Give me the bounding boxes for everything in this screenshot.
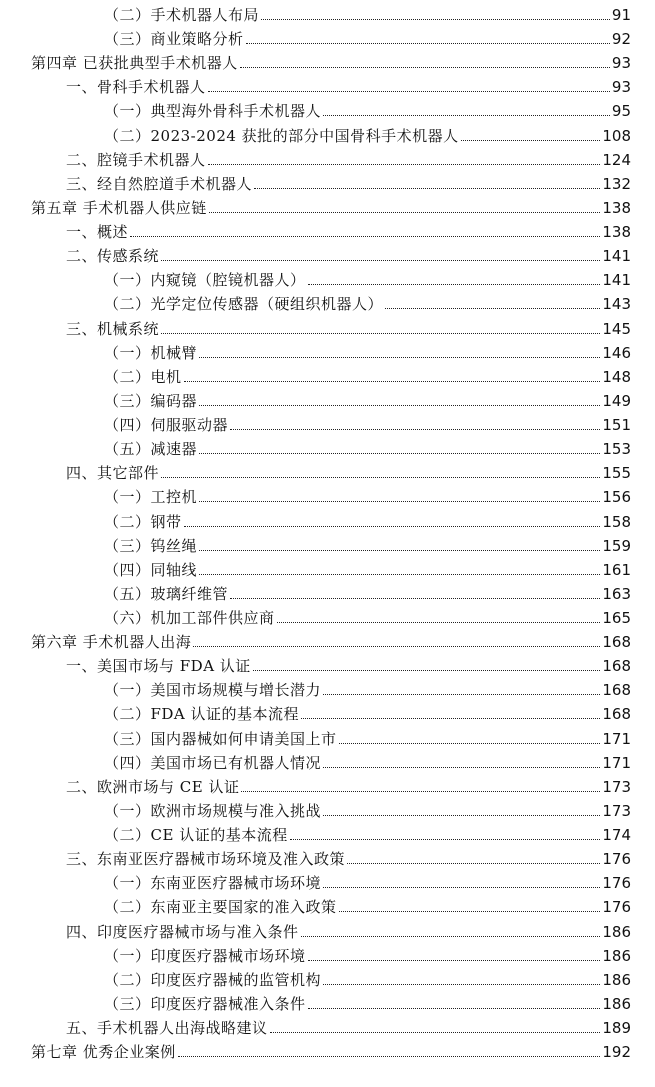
toc-page-number: 168: [602, 705, 631, 724]
toc-dot-leader: [254, 188, 600, 189]
toc-entry-title: （二）电机: [104, 367, 182, 386]
toc-page-number: 158: [602, 512, 631, 531]
toc-subsection-entry[interactable]: [104, 484, 631, 508]
toc-dot-leader: [209, 212, 601, 213]
toc-entry-title: （一）东南亚医疗器械市场环境: [104, 874, 322, 893]
toc-subsection-entry[interactable]: [104, 943, 631, 967]
toc-page-number: 156: [602, 488, 631, 507]
toc-page-number: 91: [611, 6, 631, 24]
toc-dot-leader: [199, 357, 600, 358]
toc-entry-title: 五、手术机器人出海战略建议: [66, 1019, 268, 1038]
toc-dot-leader: [199, 550, 600, 551]
toc-page-number: 124: [602, 150, 631, 169]
toc-dot-leader: [241, 791, 600, 792]
toc-dot-leader: [261, 19, 610, 20]
toc-dot-leader: [308, 1008, 601, 1009]
toc-entry-title: 第四章 已获批典型手术机器人: [31, 54, 238, 73]
toc-entry-title: （二）FDA 认证的基本流程: [104, 705, 300, 724]
toc-entry-title: 三、经自然腔道手术机器人: [66, 174, 253, 193]
toc-subsection-entry[interactable]: [104, 822, 631, 846]
toc-page-number: 132: [602, 174, 631, 193]
toc-dot-leader: [385, 308, 600, 309]
toc-dot-leader: [301, 936, 601, 937]
toc-page-number: 141: [602, 247, 631, 266]
toc-dot-leader: [161, 260, 600, 261]
toc-subsection-entry[interactable]: [104, 870, 631, 894]
toc-subsection-entry[interactable]: [104, 364, 631, 388]
toc-dot-leader: [301, 718, 600, 719]
toc-page-number: 186: [602, 946, 631, 965]
toc-subsection-entry[interactable]: [104, 291, 631, 315]
toc-dot-leader: [161, 477, 600, 478]
toc-subsection-entry[interactable]: [104, 605, 631, 629]
toc-entry-title: （五）减速器: [104, 440, 198, 459]
toc-page-number: 171: [602, 729, 631, 748]
toc-entry-title: （四）伺服驱动器: [104, 416, 229, 435]
toc-entry-title: 二、欧洲市场与 CE 认证: [66, 777, 240, 796]
toc-page-number: 159: [602, 536, 631, 555]
toc-page-number: 163: [602, 584, 631, 603]
toc-dot-leader: [130, 236, 600, 237]
toc-entry-title: （一）机械臂: [104, 343, 198, 362]
toc-entry-title: 第五章 手术机器人供应链: [31, 198, 207, 217]
toc-chapter-entry[interactable]: [31, 195, 631, 219]
toc-section-entry[interactable]: [66, 846, 631, 870]
toc-page-number: 171: [602, 753, 631, 772]
toc-page-number: 108: [602, 126, 631, 145]
toc-page-number: 168: [602, 681, 631, 700]
toc-subsection-entry[interactable]: [104, 798, 631, 822]
toc-entry-title: （一）印度医疗器械市场环境: [104, 946, 306, 965]
toc-entry-title: （三）印度医疗器械准入条件: [104, 994, 306, 1013]
toc-entry-title: （一）工控机: [104, 488, 198, 507]
toc-entry-title: 第七章 优秀企业案例: [31, 1043, 176, 1062]
toc-page-number: 138: [602, 223, 631, 242]
toc-subsection-entry[interactable]: [104, 991, 631, 1015]
toc-dot-leader: [308, 960, 601, 961]
toc-entry-title: 一、概述: [66, 223, 129, 242]
toc-entry-title: （三）编码器: [104, 391, 198, 410]
toc-page-number: 149: [602, 391, 631, 410]
toc-subsection-entry[interactable]: [104, 436, 631, 460]
toc-section-entry[interactable]: [66, 919, 631, 943]
toc-dot-leader: [323, 887, 600, 888]
toc-entry-title: （四）美国市场已有机器人情况: [104, 753, 322, 772]
toc-entry-title: （二）手术机器人布局: [104, 6, 260, 24]
toc-subsection-entry[interactable]: [104, 701, 631, 725]
toc-section-entry[interactable]: [66, 1015, 631, 1039]
toc-page-number: 92: [611, 30, 631, 49]
toc-page-number: 146: [602, 343, 631, 362]
toc-page-number: 176: [602, 850, 631, 869]
toc-subsection-entry[interactable]: [104, 726, 631, 750]
toc-entry-title: 二、传感系统: [66, 247, 160, 266]
toc-entry-title: 三、机械系统: [66, 319, 160, 338]
toc-chapter-entry[interactable]: [31, 50, 631, 74]
toc-entry-title: （一）内窥镜（腔镜机器人）: [104, 271, 306, 290]
toc-page-number: 161: [602, 560, 631, 579]
toc-entry-title: （三）商业策略分析: [104, 30, 244, 49]
toc-page-number: 174: [602, 826, 631, 845]
toc-entry-title: 第六章 手术机器人出海: [31, 633, 192, 652]
toc-page-number: 165: [602, 609, 631, 627]
toc-dot-leader: [184, 381, 601, 382]
toc-dot-leader: [208, 164, 601, 165]
toc-entry-title: 四、其它部件: [66, 464, 160, 483]
toc-entry-title: （二）光学定位传感器（硬组织机器人）: [104, 295, 384, 314]
toc-dot-leader: [339, 743, 601, 744]
toc-dot-leader: [230, 598, 600, 599]
toc-dot-leader: [178, 1056, 601, 1057]
toc-subsection-entry[interactable]: [104, 509, 631, 533]
toc-section-entry[interactable]: [66, 316, 631, 340]
toc-dot-leader: [184, 526, 601, 527]
toc-dot-leader: [240, 67, 610, 68]
toc-subsection-entry[interactable]: [104, 412, 631, 436]
toc-page-number: 189: [602, 1019, 631, 1038]
toc-subsection-entry[interactable]: [104, 2, 631, 26]
toc-entry-title: （二）钢带: [104, 512, 182, 531]
toc-page-number: 151: [602, 416, 631, 435]
toc-entry-title: （五）玻璃纤维管: [104, 584, 229, 603]
toc-dot-leader: [323, 815, 600, 816]
toc-section-entry[interactable]: [66, 74, 631, 98]
toc-page-number: 176: [602, 898, 631, 917]
toc-page-number: 186: [602, 922, 631, 941]
toc-entry-title: 一、美国市场与 FDA 认证: [66, 657, 251, 676]
toc-entry-title: （二）CE 认证的基本流程: [104, 826, 288, 845]
toc-dot-leader: [323, 694, 600, 695]
toc-dot-leader: [270, 1032, 601, 1033]
toc-page-number: 186: [602, 970, 631, 989]
toc-page-number: 143: [602, 295, 631, 314]
toc-section-entry[interactable]: [66, 147, 631, 171]
toc-section-entry[interactable]: [66, 219, 631, 243]
toc-page-number: 173: [602, 801, 631, 820]
toc-dot-leader: [308, 284, 601, 285]
toc-page-number: 148: [602, 367, 631, 386]
toc-subsection-entry[interactable]: [104, 123, 631, 147]
toc-section-entry[interactable]: [66, 653, 631, 677]
toc-page-number: 93: [611, 54, 631, 73]
toc-subsection-entry[interactable]: [104, 388, 631, 412]
toc-page-number: 93: [611, 78, 631, 97]
toc-subsection-entry[interactable]: [104, 267, 631, 291]
toc-dot-leader: [208, 91, 610, 92]
toc-dot-leader: [253, 670, 601, 671]
toc-dot-leader: [246, 43, 610, 44]
toc-page-number: 141: [602, 271, 631, 290]
toc-page-number: 168: [602, 657, 631, 676]
toc-dot-leader: [339, 911, 601, 912]
toc-subsection-entry[interactable]: [104, 340, 631, 364]
toc-dot-leader: [461, 140, 601, 141]
toc-page-number: 138: [602, 198, 631, 217]
toc-entry-title: （三）钨丝绳: [104, 536, 198, 555]
toc-subsection-entry[interactable]: [104, 894, 631, 918]
toc-subsection-entry[interactable]: [104, 26, 631, 50]
toc-dot-leader: [199, 501, 600, 502]
toc-dot-leader: [199, 574, 600, 575]
toc-page-number: 153: [602, 440, 631, 459]
toc-chapter-entry[interactable]: [31, 1039, 631, 1063]
toc-entry-title: （一）典型海外骨科手术机器人: [104, 102, 322, 121]
toc-subsection-entry[interactable]: [104, 967, 631, 991]
toc-page-number: 95: [611, 102, 631, 121]
toc-section-entry[interactable]: [66, 774, 631, 798]
toc-subsection-entry[interactable]: [104, 677, 631, 701]
toc-section-entry[interactable]: [66, 243, 631, 267]
toc-entry-title: 一、骨科手术机器人: [66, 78, 206, 97]
toc-dot-leader: [290, 839, 601, 840]
toc-entry-title: 三、东南亚医疗器械市场环境及准入政策: [66, 850, 346, 869]
toc-dot-leader: [161, 333, 600, 334]
toc-subsection-entry[interactable]: [104, 750, 631, 774]
toc-entry-title: （一）美国市场规模与增长潜力: [104, 681, 322, 700]
toc-chapter-entry[interactable]: [31, 629, 631, 653]
toc-entry-title: 四、印度医疗器械市场与准入条件: [66, 922, 299, 941]
toc-section-entry[interactable]: [66, 171, 631, 195]
toc-page-number: 145: [602, 319, 631, 338]
toc-page-number: 155: [602, 464, 631, 483]
toc-entry-title: 二、腔镜手术机器人: [66, 150, 206, 169]
toc-dot-leader: [199, 453, 600, 454]
toc-page-number: 176: [602, 874, 631, 893]
toc-entry-title: （二）东南亚主要国家的准入政策: [104, 898, 337, 917]
toc-dot-leader: [323, 984, 600, 985]
toc-entry-title: （一）欧洲市场规模与准入挑战: [104, 801, 322, 820]
toc-dot-leader: [277, 622, 601, 623]
toc-dot-leader: [323, 767, 600, 768]
toc-page-number: 186: [602, 994, 631, 1013]
toc-section-entry[interactable]: [66, 460, 631, 484]
toc-dot-leader: [323, 115, 610, 116]
toc-dot-leader: [199, 405, 600, 406]
toc-subsection-entry[interactable]: [104, 98, 631, 122]
toc-subsection-entry[interactable]: [104, 533, 631, 557]
toc-dot-leader: [193, 646, 600, 647]
toc-page-number: 173: [602, 777, 631, 796]
toc-entry-title: （二）印度医疗器械的监管机构: [104, 970, 322, 989]
toc-entry-title: （二）2023-2024 获批的部分中国骨科手术机器人: [104, 126, 459, 145]
toc-dot-leader: [230, 429, 600, 430]
toc-entry-title: （四）同轴线: [104, 560, 198, 579]
toc-page-number: 192: [602, 1043, 631, 1062]
toc-subsection-entry[interactable]: [104, 557, 631, 581]
toc-subsection-entry[interactable]: [104, 581, 631, 605]
toc-dot-leader: [347, 863, 600, 864]
toc-page-number: 168: [602, 633, 631, 652]
toc-entry-title: （六）机加工部件供应商: [104, 609, 275, 627]
toc-entry-title: （三）国内器械如何申请美国上市: [104, 729, 337, 748]
